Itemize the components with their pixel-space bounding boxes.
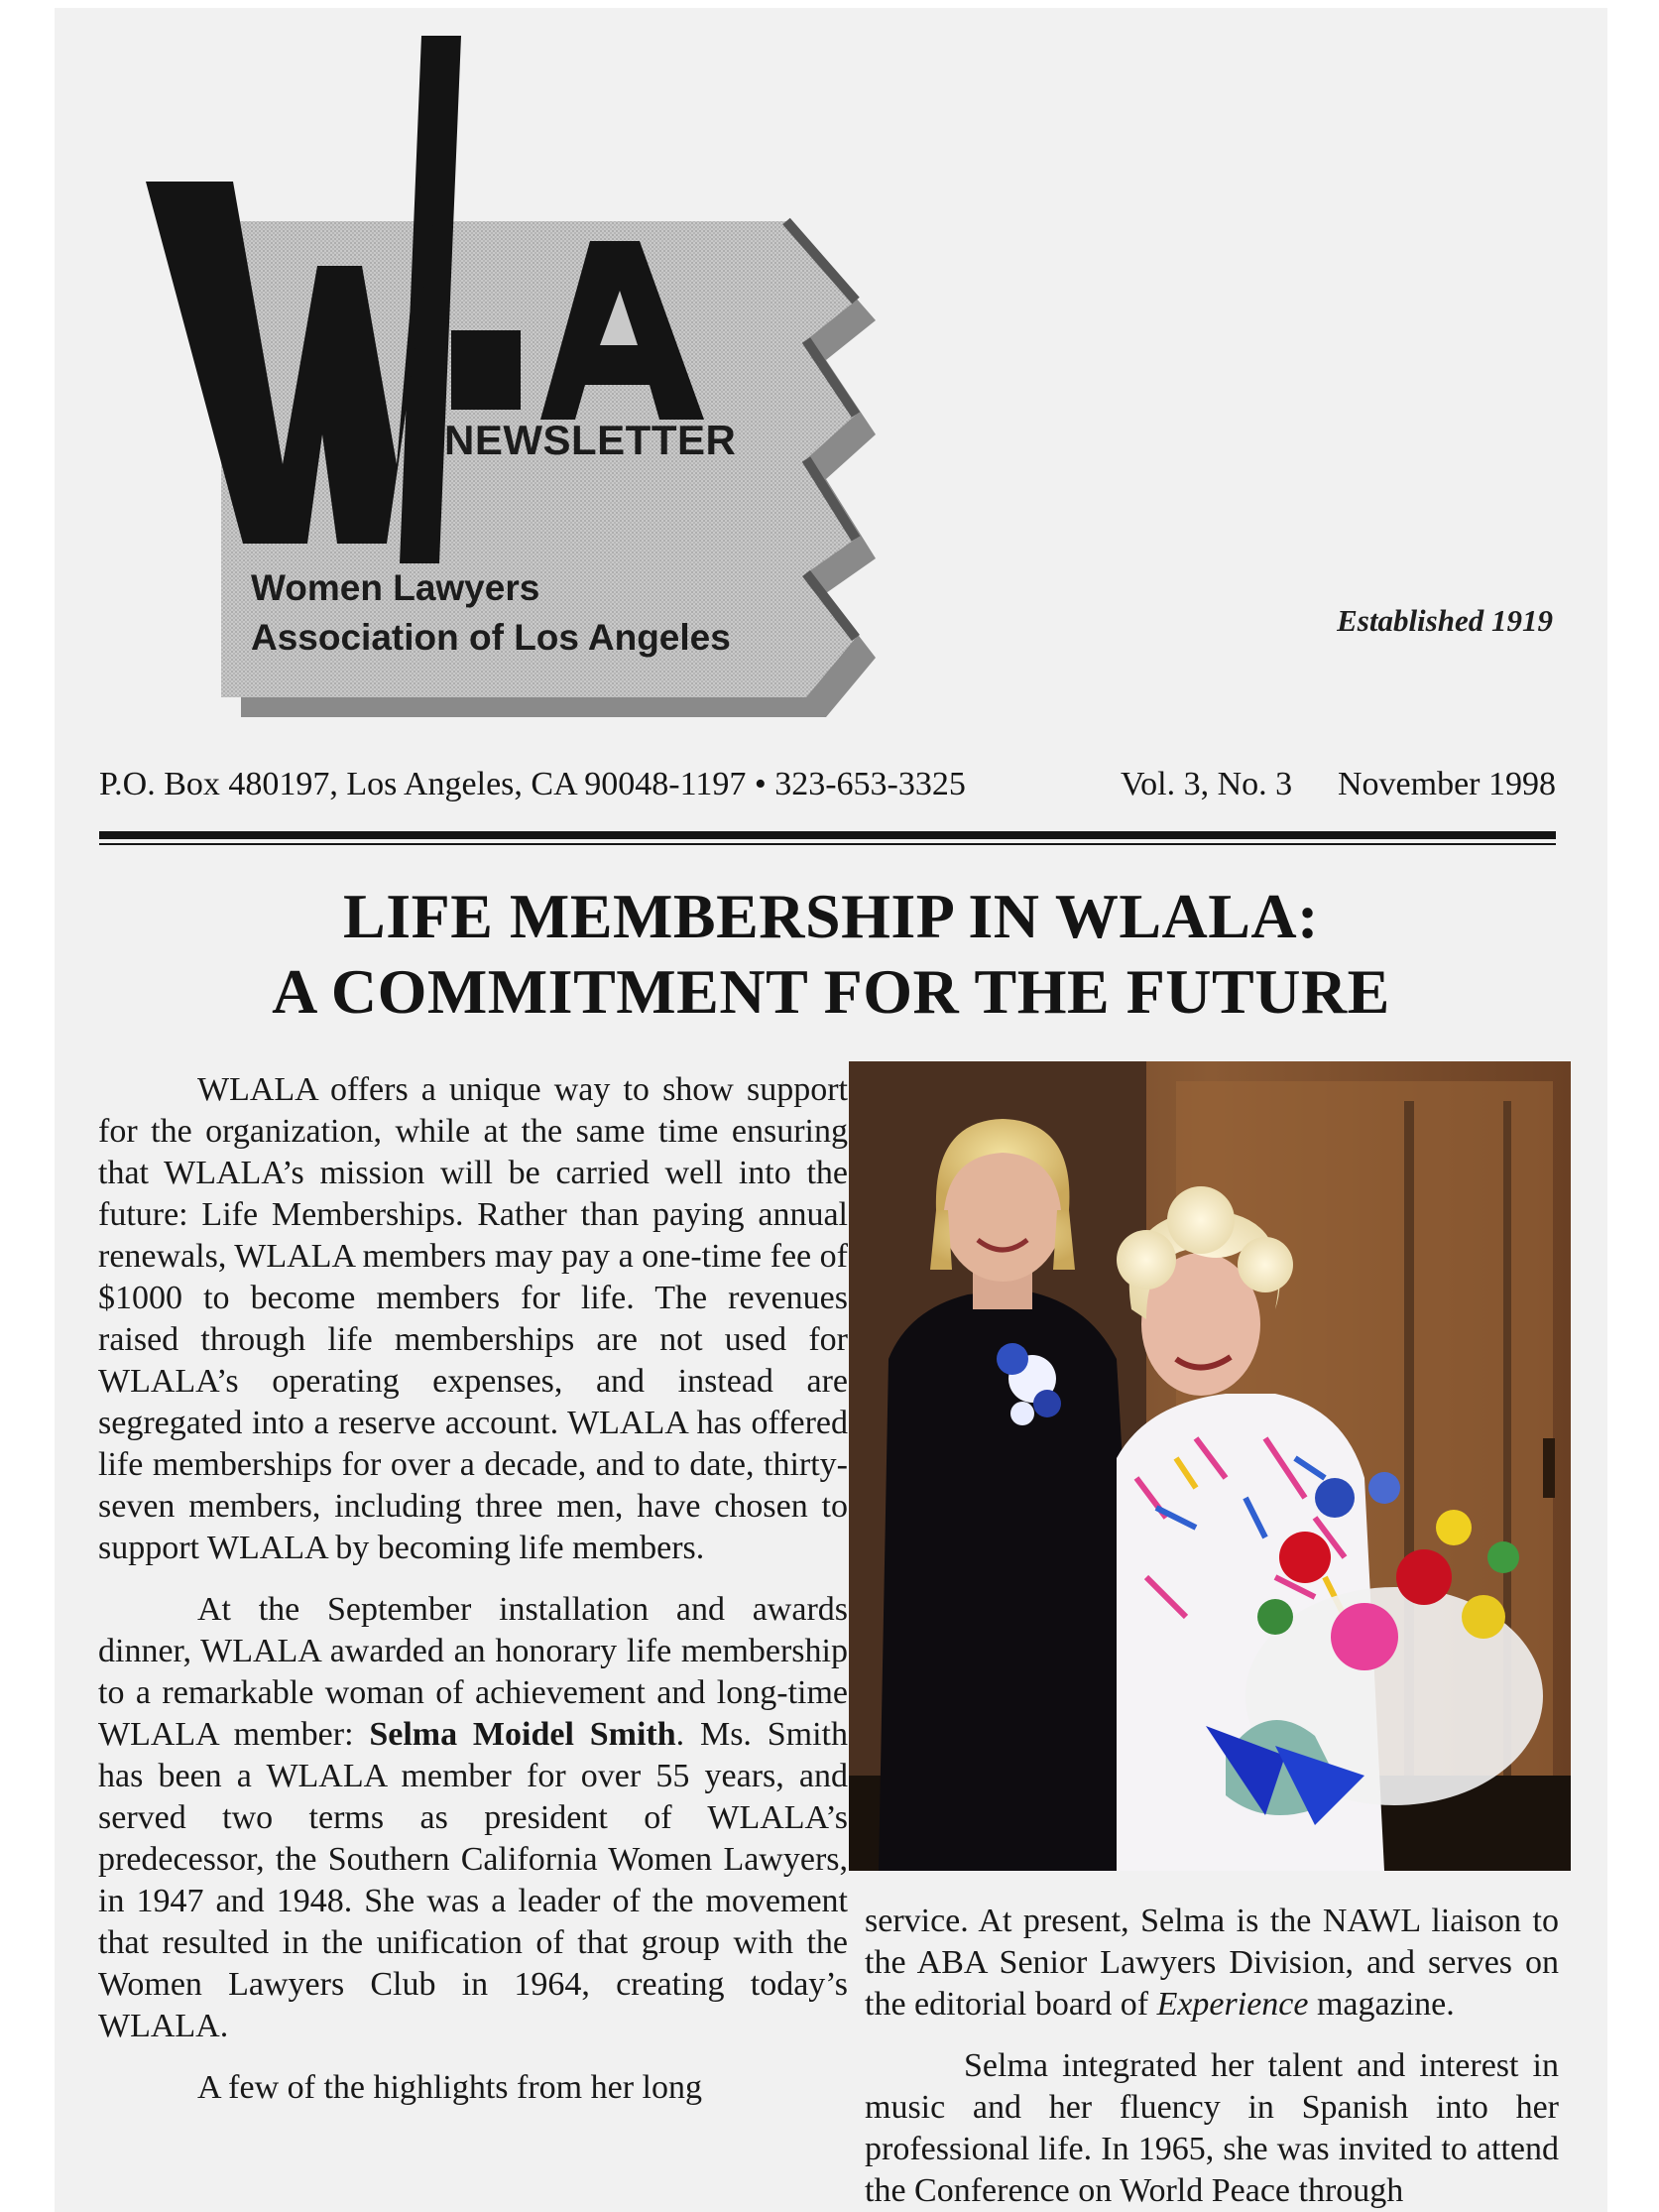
honoree-name: Selma Moidel Smith <box>369 1716 676 1753</box>
honoree-photo <box>849 1061 1571 1871</box>
logo-org-line1: Women Lawyers <box>251 567 540 608</box>
article-headline <box>55 879 1607 1030</box>
paragraph-4: service. At present, Selma is the NAWL liaison to the ABA Senior Lawyers Division, and serves on the editorial board of Experience magazine. <box>865 1903 1559 2023</box>
header-rule-thick <box>99 831 1556 839</box>
volume-number: Vol. 3, No. 3 <box>1121 766 1293 802</box>
wla-logo <box>124 28 878 722</box>
issue-date: November 1998 <box>1337 766 1556 802</box>
established-text: Established 1919 <box>1337 603 1553 638</box>
headline-line1: LIFE MEMBERSHIP IN WLALA: <box>343 881 1319 951</box>
article-column-right <box>865 1901 1559 2212</box>
paragraph-5: Selma integrated her talent and interest in music and her fluency in Spanish into her professional life. In 1965, she was invited to attend the Conference on World Peace through <box>865 2047 1559 2209</box>
logo-org-line2: Association of Los Angeles <box>251 617 731 658</box>
header-rule-thin <box>99 843 1556 845</box>
newsletter-page <box>55 8 1607 2212</box>
paragraph-1: WLALA offers a unique way to show support for the organization, while at the same time ensuring that WLALA’s mission will be carried well into the future: Life Memberships. Rather than paying annual renewals, WLALA members may pay a one-time fee of $1000 to become members for life. The revenues raised through life memberships are not used for WLALA’s operating expenses, and instead are segregated into a reserve account. WLALA has offered life memberships for over a decade, and to date, thirty-seven members, including three men, have chosen to support WLALA by becoming life members. <box>98 1071 848 1566</box>
address-phone: P.O. Box 480197, Los Angeles, CA 90048-1197 • 323-653-3325 <box>99 766 966 802</box>
magazine-title: Experience <box>1156 1986 1309 2023</box>
paragraph-2: At the September installation and awards dinner, WLALA awarded an honorary life membership to a remarkable woman of achievement and long-time WLALA member: Selma Moidel Smith. Ms. Smith has been a WLALA member for over 55 years, and served two terms as president of WLALA’s predecessor, the Southern California Women Lawyers, in 1947 and 1948. She was a leader of the movement that resulted in the unification of that group with the Women Lawyers Club in 1964, creating today’s WLALA. <box>98 1591 848 2044</box>
photo-illustration <box>849 1061 1571 1871</box>
paragraph-3: A few of the highlights from her long <box>197 2069 702 2106</box>
headline-line2: A COMMITMENT FOR THE FUTURE <box>272 956 1390 1027</box>
article-column-left <box>98 1069 848 2129</box>
logo-newsletter-text: NEWSLETTER <box>444 417 737 463</box>
